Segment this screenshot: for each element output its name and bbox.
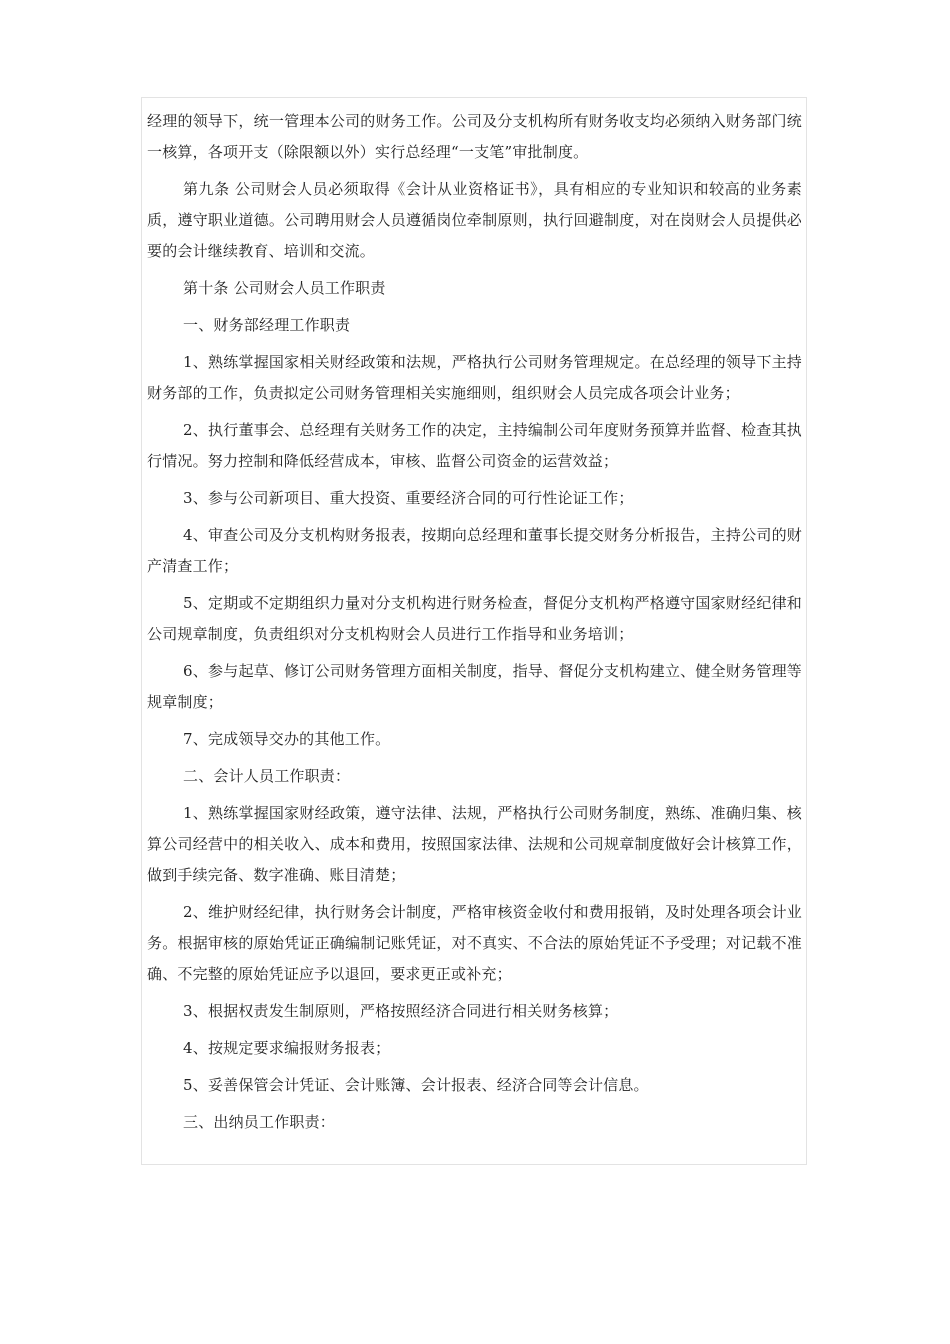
list-item: 4、审查公司及分支机构财务报表，按期向总经理和董事长提交财务分析报告，主持公司的财产清查工作； (147, 526, 802, 575)
list-item: 3、根据权责发生制原则，严格按照经济合同进行相关财务核算； (183, 1002, 619, 1020)
document-text-frame (141, 97, 807, 1165)
list-item: 5、定期或不定期组织力量对分支机构进行财务检查，督促分支机构严格遵守国家财经纪律和公司规章制度，负责组织对分支机构财会人员进行工作指导和业务培训； (147, 594, 802, 643)
list-item: 2、执行董事会、总经理有关财务工作的决定，主持编制公司年度财务预算并监督、检查其执行情况。努力控制和降低经营成本，审核、监督公司资金的运营效益； (147, 421, 802, 470)
section-heading-accountant: 二、会计人员工作职责： (183, 767, 351, 785)
article-9-paragraph: 第九条 公司财会人员必须取得《会计从业资格证书》，具有相应的专业知识和较高的业务素质，遵守职业道德。公司聘用财会人员遵循岗位牵制原则，执行回避制度，对在岗财会人员提供必要的会计继续教育、培训和交流。 (147, 180, 802, 260)
list-item: 5、妥善保管会计凭证、会计账簿、会计报表、经济合同等会计信息。 (183, 1076, 649, 1094)
list-item: 2、维护财经纪律，执行财务会计制度，严格审核资金收付和费用报销，及时处理各项会计业务。根据审核的原始凭证正确编制记账凭证，对不真实、不合法的原始凭证不予受理；对记载不准确、不完整的原始凭证应予以退回，要求更正或补充； (147, 903, 802, 983)
paragraph-continuation: 经理的领导下，统一管理本公司的财务工作。公司及分支机构所有财务收支均必须纳入财务部门统一核算，各项开支（除限额以外）实行总经理“一支笔”审批制度。 (147, 112, 802, 161)
list-item: 1、熟练掌握国家相关财经政策和法规，严格执行公司财务管理规定。在总经理的领导下主持财务部的工作，负责拟定公司财务管理相关实施细则，组织财会人员完成各项会计业务； (147, 353, 802, 402)
list-item: 4、按规定要求编报财务报表； (183, 1039, 391, 1057)
list-item: 7、完成领导交办的其他工作。 (183, 730, 391, 748)
list-item: 1、熟练掌握国家财经政策，遵守法律、法规，严格执行公司财务制度，熟练、准确归集、核算公司经营中的相关收入、成本和费用，按照国家法律、法规和公司规章制度做好会计核算工作，做到手续完备、数字准确、账目清楚； (147, 804, 802, 884)
section-heading-finance-manager: 一、财务部经理工作职责 (183, 316, 351, 334)
article-10-heading: 第十条 公司财会人员工作职责 (183, 279, 386, 297)
section-heading-cashier: 三、出纳员工作职责： (183, 1113, 336, 1131)
list-item: 6、参与起草、修订公司财务管理方面相关制度，指导、督促分支机构建立、健全财务管理等规章制度； (147, 662, 802, 711)
list-item: 3、参与公司新项目、重大投资、重要经济合同的可行性论证工作； (183, 489, 634, 507)
